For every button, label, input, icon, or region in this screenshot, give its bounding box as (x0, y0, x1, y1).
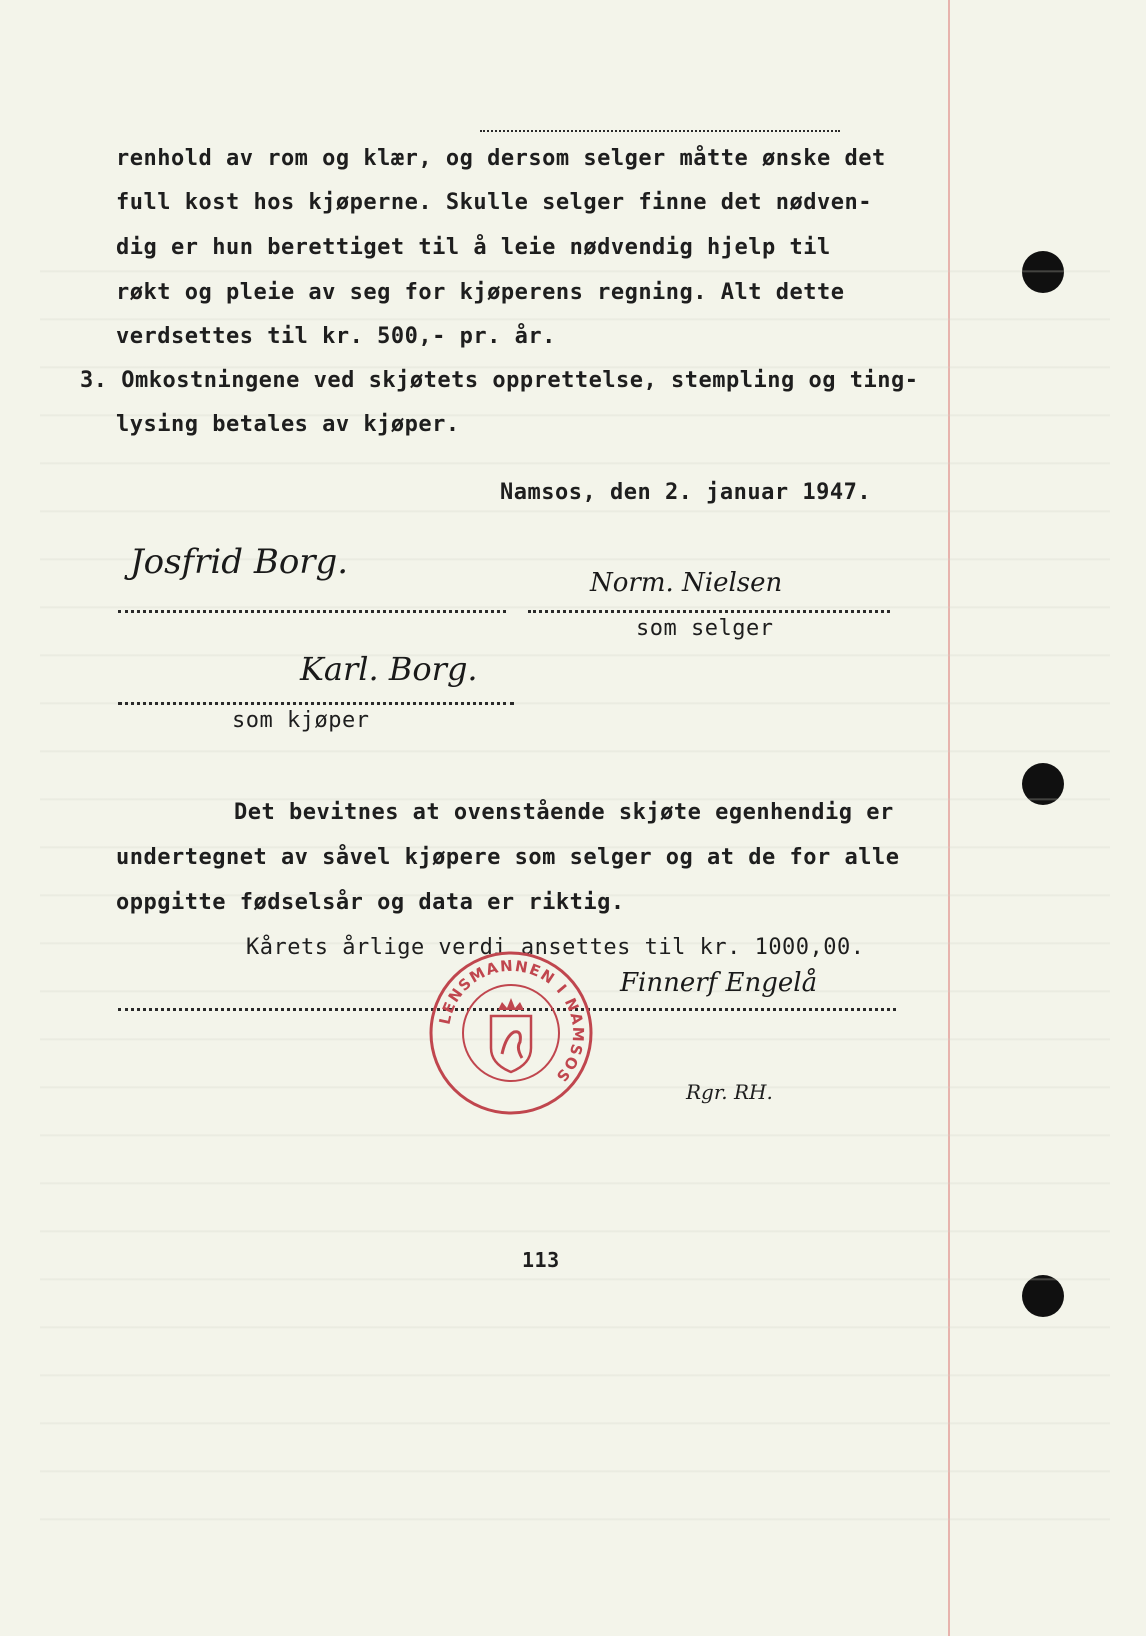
attestation-line: undertegnet av såvel kjøpere som selger og at de for alle (116, 845, 900, 870)
registered-note: Rgr. RH. (686, 1080, 773, 1104)
body-line: renhold av rom og klær, og dersom selger måtte ønske det (116, 146, 886, 171)
signature-seller: Norm. Nielsen (590, 568, 783, 598)
signature-buyer-1: Josfrid Borg. (130, 542, 349, 582)
svg-text:LENSMANNEN I NAMSOS (436, 957, 588, 1087)
signature-line (118, 702, 514, 705)
lensmann-stamp (428, 950, 594, 1116)
body-line: røkt og pleie av seg for kjøperens regning. Alt dette (116, 280, 845, 305)
body-line: dig er hun berettiget til å leie nødvendig hjelp til (116, 235, 831, 260)
signature-buyer-2: Karl. Borg. (300, 650, 478, 688)
top-dotted-rule (480, 130, 840, 132)
page-number: 113 (522, 1248, 560, 1272)
item-3-line: lysing betales av kjøper. (116, 412, 460, 437)
annual-value-line: Kårets årlige verdi ansettes til kr. 1000,00. (246, 935, 865, 960)
body-line: full kost hos kjøperne. Skulle selger finne det nødven- (116, 190, 872, 215)
item-3-line: 3. Omkostningene ved skjøtets opprettelse, stempling og ting- (80, 368, 919, 393)
attestation-line: oppgitte fødselsår og data er riktig. (116, 890, 625, 915)
lion-crest-icon (491, 998, 531, 1072)
signature-line (528, 610, 890, 613)
official-signature: Finnerf Engelå (620, 968, 818, 998)
seller-caption: som selger (636, 616, 774, 641)
buyer-caption: som kjøper (232, 708, 370, 733)
body-line: verdsettes til kr. 500,- pr. år. (116, 324, 556, 349)
attestation-line: Det bevitnes at ovenstående skjøte egenhendig er (234, 800, 894, 825)
stamp-text: LENSMANNEN I NAMSOS (435, 956, 588, 1087)
signature-line (118, 610, 506, 613)
place-date: Namsos, den 2. januar 1947. (500, 480, 872, 505)
